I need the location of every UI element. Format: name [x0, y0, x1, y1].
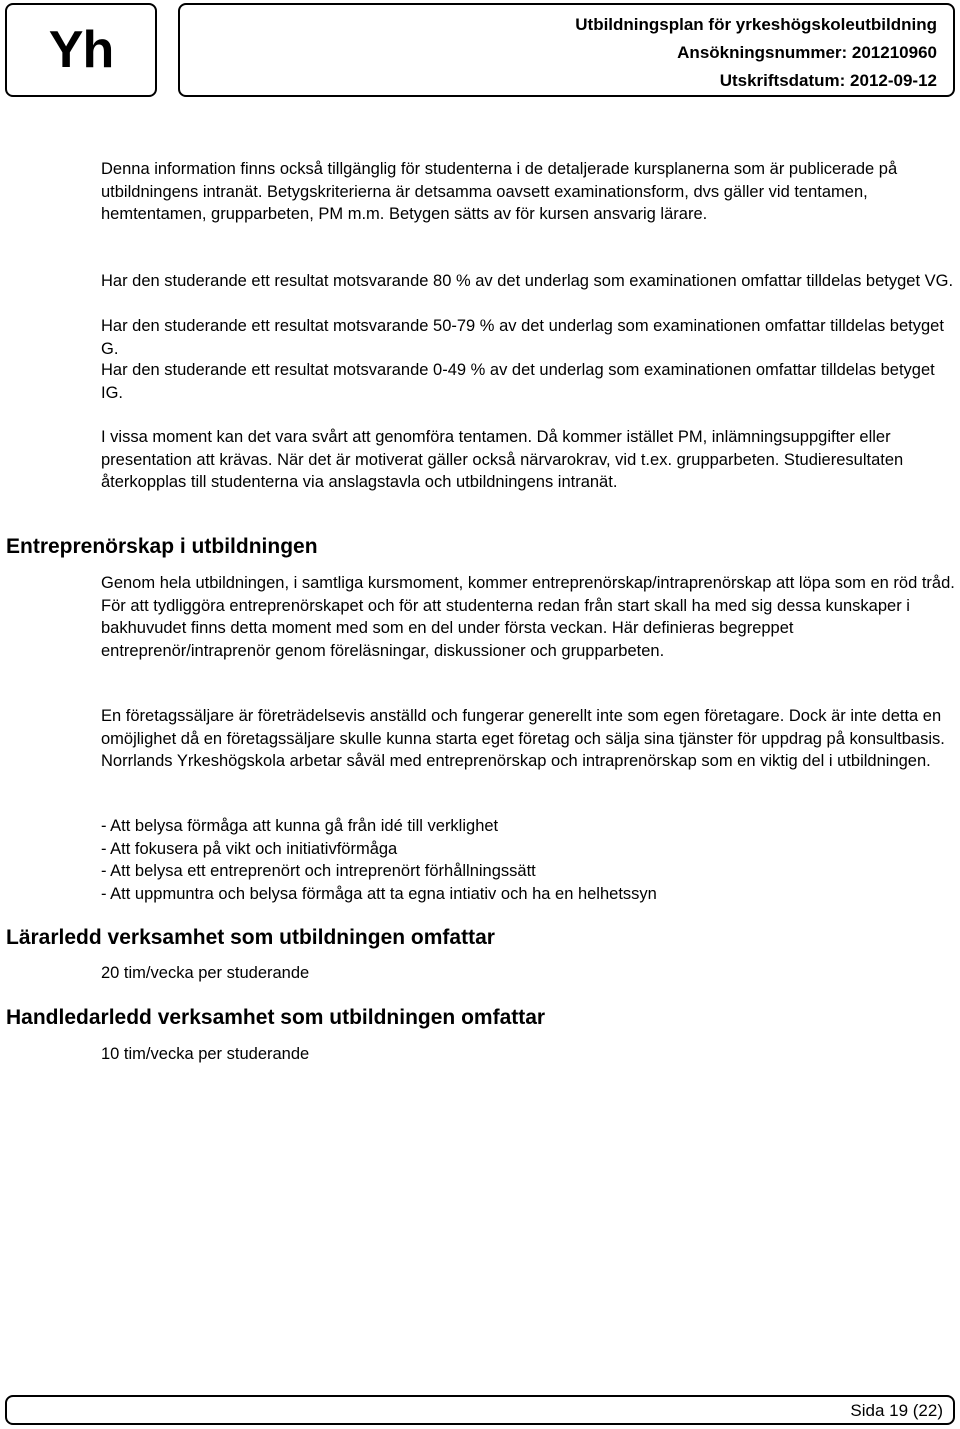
- document-title: Utbildningsplan för yrkeshögskoleutbildning: [575, 15, 937, 34]
- paragraph-entrepreneurship-1: Genom hela utbildningen, i samtliga kursmoment, kommer entreprenörskap/intraprenörskap att löpa som en röd tråd. För att tydliggöra entreprenörskapet och för att studenterna redan från start skall ha med sig dessa kunskaper i bakhuvudet finns detta moment med som en del under första veckan. Här definieras begreppet entreprenör/intraprenör genom föreläsningar, diskussioner och grupparbeten.: [101, 574, 955, 660]
- list-item: - Att belysa förmåga att kunna gå från idé till verklighet: [101, 817, 499, 835]
- heading-supervisor-led: Handledarledd verksamhet som utbildningen omfattar: [6, 1006, 546, 1029]
- logo: [5, 3, 157, 97]
- paragraph-grading-info: Denna information finns också tillgänglig för studenterna i de detaljerade kursplanerna som är publicerade på utbildningens intranät. Betygskriterierna är detsamma oavsett examinationsform, dvs gäller vid tentamen, hemtentamen, grupparbeten, PM m.m. Betygen sätts av för kursen ansvarig lärare.: [101, 160, 898, 223]
- list-item: - Att uppmuntra och belysa förmåga att ta egna intiativ och ha en helhetssyn: [101, 884, 657, 903]
- entrepreneurship-goals-list: [101, 815, 657, 905]
- print-date: Utskriftsdatum: 2012-09-12: [719, 71, 937, 90]
- logo-text: Yh: [48, 21, 114, 79]
- paragraph-grade-g: Har den studerande ett resultat motsvarande 50-79 % av det underlag som examinationen omfattar tilldelas betyget G.: [101, 317, 944, 358]
- page-footer: [5, 1395, 955, 1425]
- heading-entrepreneurship: Entreprenörskap i utbildningen: [6, 535, 318, 558]
- document-header: [178, 3, 955, 97]
- heading-teacher-led: Lärarledd verksamhet som utbildningen omfattar: [6, 926, 495, 949]
- application-number: Ansökningsnummer: 201210960: [677, 43, 937, 62]
- supervisor-led-hours: 10 tim/vecka per studerande: [101, 1045, 310, 1063]
- list-item: - Att fokusera på vikt och initiativförmåga: [101, 839, 398, 858]
- teacher-led-hours: 20 tim/vecka per studerande: [101, 964, 310, 982]
- page-number: Sida 19 (22): [850, 1401, 943, 1420]
- paragraph-grade-ig: Har den studerande ett resultat motsvarande 0-49 % av det underlag som examinationen omfattar tilldelas betyget IG.: [101, 361, 935, 402]
- paragraph-grade-vg: Har den studerande ett resultat motsvarande 80 % av det underlag som examinationen omfattar tilldelas betyget VG.: [101, 272, 954, 290]
- paragraph-alternative-exams: I vissa moment kan det vara svårt att genomföra tentamen. Då kommer istället PM, inlämningsuppgifter eller presentation att krävas. När det är motiverat gäller också närvarokrav, vid t.ex. grupparbeten. Studieresultaten återkopplas till studenterna via anslagstavla och utbildningens intranät.: [101, 428, 904, 491]
- list-item: - Att belysa ett entreprenört och intreprenört förhållningssätt: [101, 862, 536, 880]
- paragraph-entrepreneurship-2: En företagssäljare är företrädelsevis anställd och fungerar generellt inte som egen företagare. Dock är inte detta en omöjlighet då en företagssäljare skulle kunna starta eget företag och sälja sina tjänster för uppdrag på konsultbasis. Norrlands Yrkeshögskola arbetar såväl med entreprenörskap och intraprenörskap som en viktig del i utbildningen.: [101, 707, 945, 770]
